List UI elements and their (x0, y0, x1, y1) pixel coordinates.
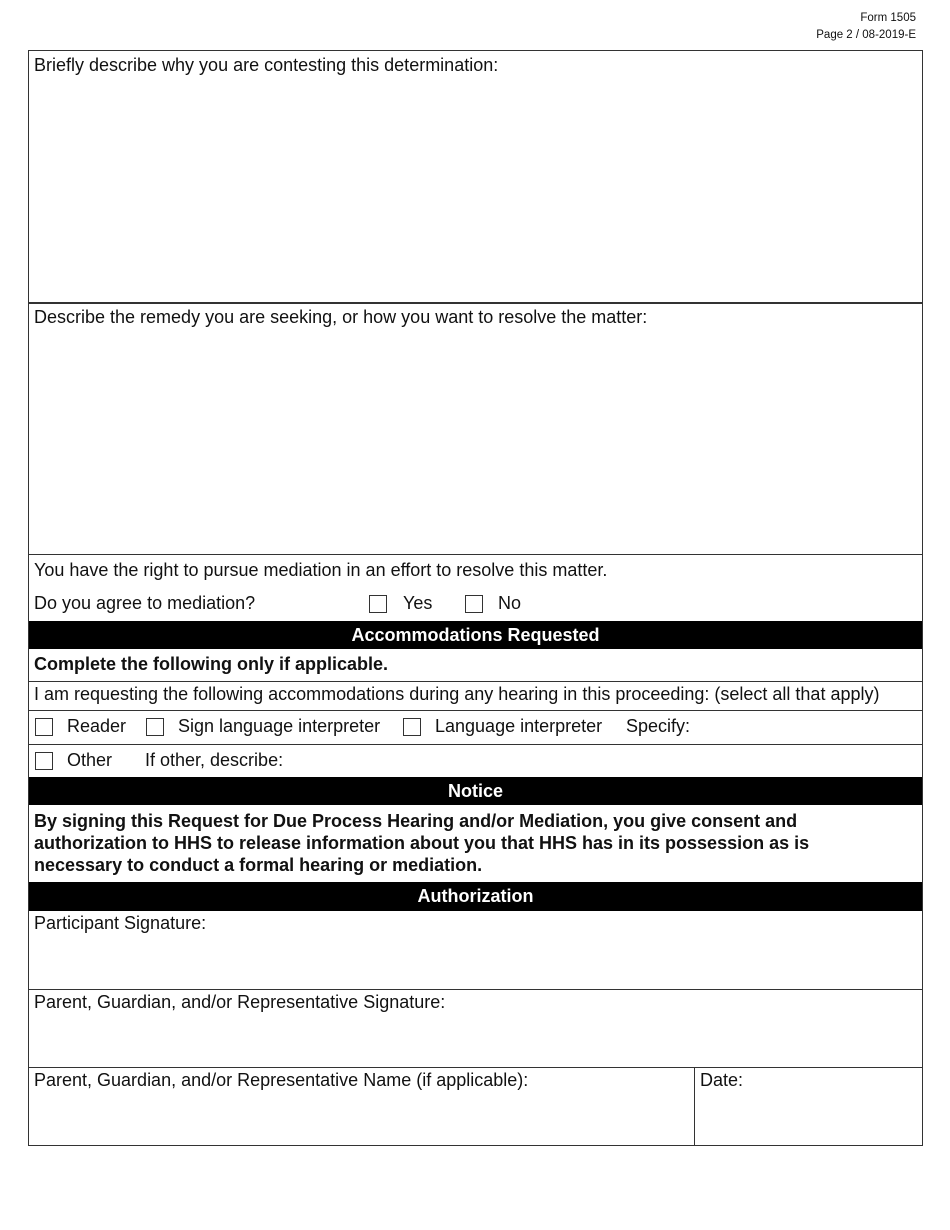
accommodations-instruction: Complete the following only if applicable. (34, 654, 389, 674)
page-info: Page 2 / 08-2019-E (816, 29, 916, 41)
notice-header: Notice (29, 777, 922, 805)
mediation-no-checkbox[interactable] (465, 595, 483, 613)
form-number: Form 1505 (860, 12, 916, 24)
language-interpreter-checkbox[interactable] (403, 718, 421, 736)
specify-label: Specify: (626, 716, 691, 736)
remedy-label: Describe the remedy you are seeking, or how you want to resolve the matter: (34, 307, 648, 327)
sign-language-checkbox[interactable] (146, 718, 164, 736)
date-label: Date: (700, 1070, 744, 1090)
remedy-field[interactable] (29, 304, 922, 553)
mediation-no-label: No (498, 593, 522, 613)
mediation-question: Do you agree to mediation? (34, 593, 256, 613)
divider (29, 554, 922, 555)
reader-label: Reader (67, 716, 127, 736)
guardian-name-label: Parent, Guardian, and/or Representative Name (if applicable): (34, 1070, 529, 1090)
other-checkbox[interactable] (35, 752, 53, 770)
mediation-yes-label: Yes (403, 593, 433, 613)
other-label: Other (67, 750, 113, 770)
notice-line-3: necessary to conduct a formal hearing or mediation. (34, 855, 483, 875)
other-describe-label: If other, describe: (145, 750, 284, 770)
language-interpreter-label: Language interpreter (435, 716, 603, 736)
other-describe-field[interactable] (294, 745, 922, 776)
notice-line-2: authorization to HHS to release information about you that HHS has in its possession as is (34, 833, 810, 853)
accommodations-header: Accommodations Requested (29, 621, 922, 649)
guardian-signature-field[interactable] (29, 990, 922, 1068)
contest-reason-field[interactable] (29, 51, 922, 302)
sign-language-label: Sign language interpreter (178, 716, 381, 736)
accommodations-request-text: I am requesting the following accommodations during any hearing in this proceeding: (select all that apply) (34, 684, 880, 704)
reader-checkbox[interactable] (35, 718, 53, 736)
guardian-signature-label: Parent, Guardian, and/or Representative Signature: (34, 992, 446, 1012)
divider (29, 681, 922, 682)
guardian-name-field[interactable] (29, 1068, 694, 1146)
contest-reason-label: Briefly describe why you are contesting this determination: (34, 55, 499, 75)
participant-signature-label: Participant Signature: (34, 913, 207, 933)
specify-field[interactable] (694, 711, 922, 743)
mediation-yes-checkbox[interactable] (369, 595, 387, 613)
form-body (28, 50, 923, 1146)
mediation-right-text: You have the right to pursue mediation in an effort to resolve this matter. (34, 560, 608, 580)
authorization-header: Authorization (29, 882, 922, 911)
participant-signature-field[interactable] (29, 911, 922, 989)
date-field[interactable] (695, 1068, 923, 1146)
notice-line-1: By signing this Request for Due Process Hearing and/or Mediation, you give consent and (34, 811, 798, 831)
